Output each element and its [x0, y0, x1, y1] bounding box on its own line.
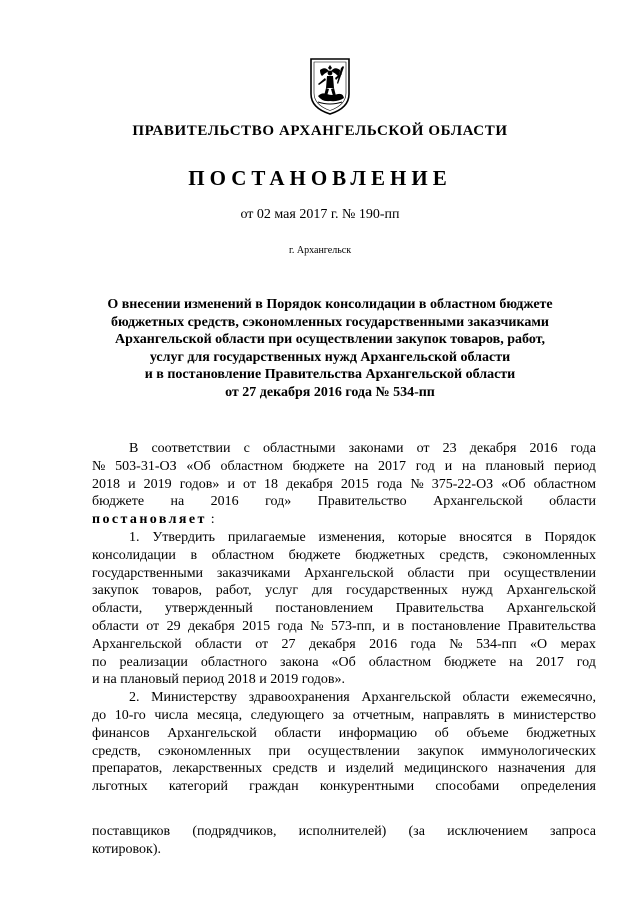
body-line: области от 29 декабря 2015 года № 573-пп, и в постановление Правительства	[92, 618, 596, 634]
body-line: льготных категорий граждан конкурентными способами определения	[92, 779, 596, 795]
body-line: 2. Министерству здравоохранения Архангельской области ежемесячно,	[129, 690, 596, 706]
document-date-number: от 02 мая 2017 г. № 190-пп	[240, 207, 400, 222]
resolves-colon: :	[210, 512, 215, 528]
body-line: до 10-го числа месяца, следующего за отчетным, направлять в министерство	[92, 707, 596, 723]
body-line: финансов Архангельской области информацию об объеме бюджетных	[92, 725, 596, 741]
body-line: государственными заказчиками Архангельской области при осуществлении	[92, 565, 596, 581]
paragraph-item-2	[92, 689, 596, 796]
body-line: консолидации в областном бюджете бюджетных средств, сэкономленных	[92, 547, 596, 563]
body-line: котировок).	[92, 841, 161, 857]
body-line: бюджете на 2016 год» Правительство Архангельской области	[92, 494, 596, 510]
title-line: бюджетных средств, сэкономленных государственными заказчиками	[111, 314, 549, 330]
paragraph-preamble	[92, 440, 596, 529]
title-line: Архангельской области при осуществлении закупок товаров, работ,	[115, 332, 545, 348]
title-line: О внесении изменений в Порядок консолидации в областном бюджете	[107, 297, 553, 312]
resolves-line	[92, 511, 596, 529]
body-line: поставщиков (подрядчиков, исполнителей) (за исключением запроса	[92, 823, 596, 839]
government-name: ПРАВИТЕЛЬСТВО АРХАНГЕЛЬСКОЙ ОБЛАСТИ	[132, 123, 508, 139]
body-line: 2018 и 2019 годов» и от 18 декабря 2015 года № 375-22-ОЗ «Об областном	[92, 476, 596, 492]
document-title	[80, 296, 580, 402]
body-line: области, утвержденный постановлением Правительства Архангельской	[92, 601, 596, 617]
body-line: 1. Утвердить прилагаемые изменения, которые вносятся в Порядок	[129, 529, 596, 545]
document-city: г. Архангельск	[288, 245, 352, 256]
page-break-gap	[92, 796, 596, 823]
body-line: средств, сэкономленных при осуществлении закупок иммунологических	[92, 743, 596, 759]
body-line: препаратов, лекарственных средств и изделий медицинского назначения для	[92, 761, 596, 777]
body-line: № 503-31-ОЗ «Об областном бюджете на 2017 год и на плановый период	[92, 458, 596, 474]
body-line: Архангельской области от 27 декабря 2016 года № 534-пп «О мерах	[92, 636, 596, 652]
body-line: закупок товаров, работ, услуг для государственных нужд Архангельской	[92, 583, 596, 599]
body-line: по реализации областного закона «Об областном бюджете на 2017 год	[92, 654, 596, 670]
paragraph-item-1	[92, 529, 596, 689]
document-body	[92, 440, 596, 859]
coat-of-arms-emblem	[308, 56, 352, 116]
paragraph-item-2-continued	[92, 823, 596, 859]
document-type: ПОСТАНОВЛЕНИЕ	[188, 166, 452, 190]
body-line: и на плановый период 2018 и 2019 годов».	[92, 672, 346, 688]
body-line: В соответствии с областными законами от 23 декабря 2016 года	[129, 441, 596, 456]
resolves-word: постановляет	[92, 512, 207, 528]
title-line: услуг для государственных нужд Архангельской области	[149, 349, 511, 365]
title-line: от 27 декабря 2016 года № 534-пп	[225, 384, 435, 400]
title-line: и в постановление Правительства Архангельской области	[144, 367, 516, 383]
